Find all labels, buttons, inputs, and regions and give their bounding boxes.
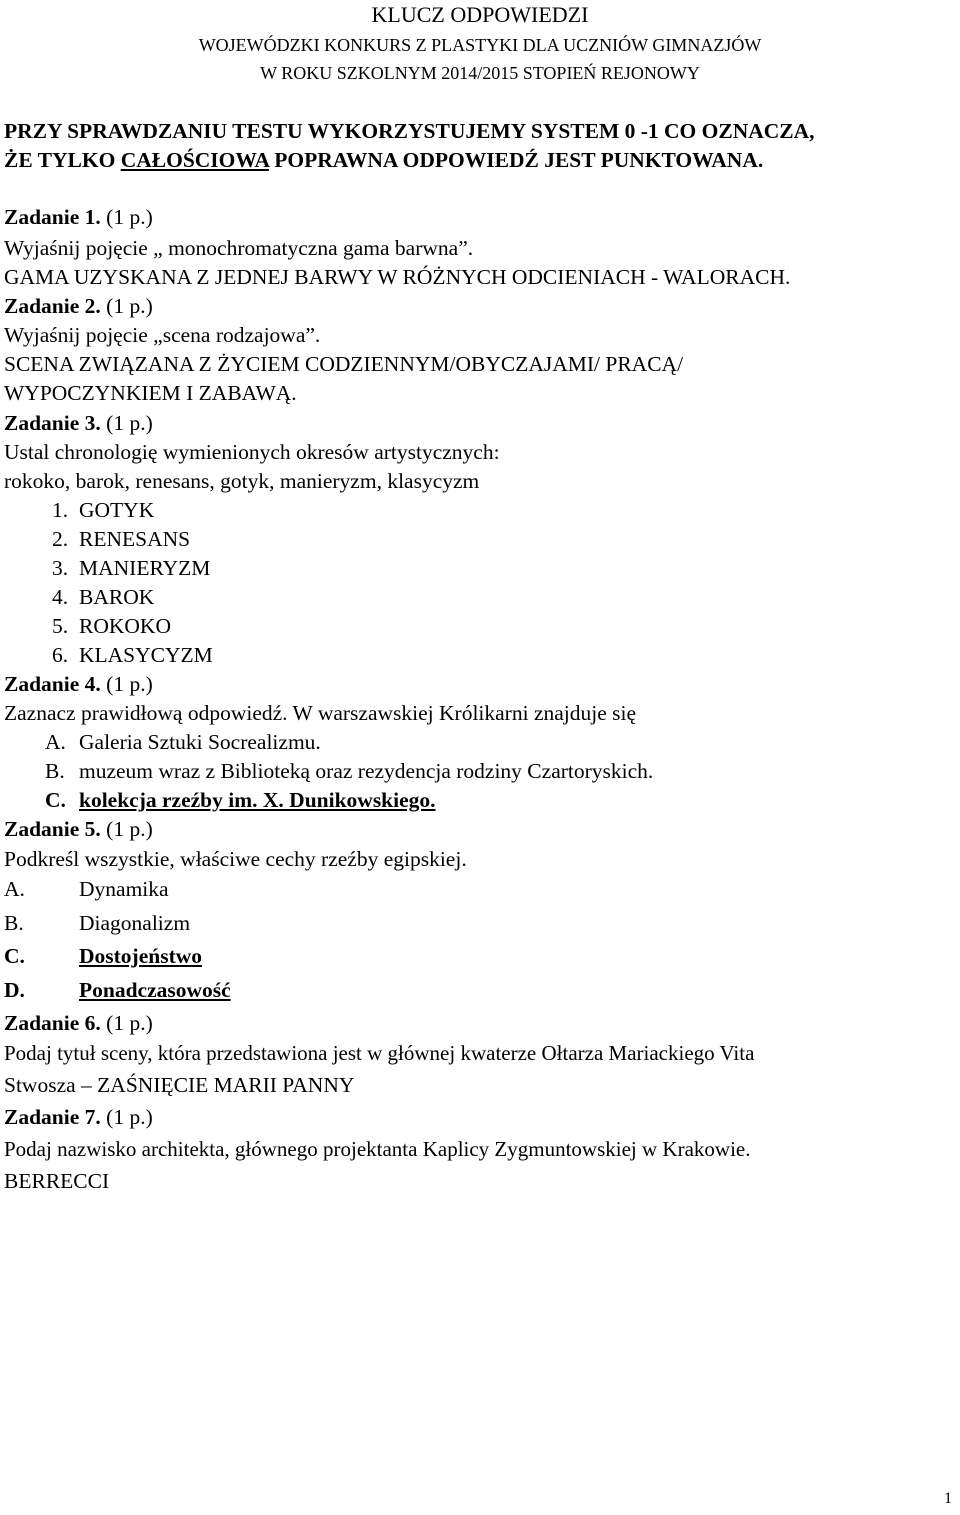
rules-line-2 — [4, 147, 763, 173]
task-4-correct-option — [45, 787, 436, 813]
task-3-item — [52, 584, 154, 610]
item-text: KLASYCYZM — [79, 643, 213, 667]
item-number: 6. — [52, 643, 69, 667]
task-6-points: (1 p.) — [100, 1011, 153, 1035]
option-text: muzeum wraz z Biblioteką oraz rezydencja rodziny Czartoryskich. — [79, 759, 654, 783]
task-3-item — [52, 642, 213, 668]
task-6-question-end: Stwosza – — [4, 1073, 98, 1097]
option-text: Ponadczasowość — [79, 978, 231, 1002]
option-letter: A. — [4, 877, 25, 901]
rules-line-1: PRZY SPRAWDZANIU TESTU WYKORZYSTUJEMY SYSTEM 0 -1 CO OZNACZA, — [4, 119, 815, 143]
task-2-heading — [4, 293, 153, 319]
task-4-question: Zaznacz prawidłową odpowiedź. W warszawskiej Królikarni znajduje się — [4, 701, 637, 725]
task-4-heading — [4, 671, 153, 697]
task-6-answer-line — [4, 1072, 354, 1098]
item-number: 5. — [52, 614, 69, 638]
task-7-points: (1 p.) — [100, 1105, 153, 1129]
option-letter: B. — [45, 759, 65, 783]
task-1-answer: GAMA UZYSKANA Z JEDNEJ BARWY W RÓŻNYCH ODCIENIACH - WALORACH. — [4, 265, 791, 289]
task-6-label: Zadanie 6. — [4, 1011, 101, 1035]
task-5-option — [4, 910, 190, 936]
task-3-question-1: Ustal chronologię wymienionych okresów artystycznych: — [4, 440, 500, 464]
task-3-item — [52, 497, 154, 523]
task-6-answer: ZAŚNIĘCIE MARII PANNY — [97, 1073, 355, 1097]
task-2-label: Zadanie 2. — [4, 294, 101, 318]
option-text: Diagonalizm — [79, 911, 191, 935]
task-2-question: Wyjaśnij pojęcie „scena rodzajowa”. — [4, 323, 321, 347]
option-letter: B. — [4, 911, 24, 935]
page-number: 1 — [944, 1490, 952, 1507]
doc-subtitle-2: W ROKU SZKOLNYM 2014/2015 STOPIEŃ REJONOWY — [260, 63, 700, 83]
task-3-item — [52, 526, 190, 552]
task-2-points: (1 p.) — [100, 294, 153, 318]
task-4-option — [45, 758, 653, 784]
task-3-points: (1 p.) — [100, 411, 153, 435]
task-2-answer-line-2: WYPOCZYNKIEM I ZABAWĄ. — [4, 381, 297, 405]
option-text: Dynamika — [79, 877, 169, 901]
task-5-question: Podkreśl wszystkie, właściwe cechy rzeźby egipskiej. — [4, 847, 467, 871]
rules-line-2-post: POPRAWNA ODPOWIEDŹ JEST PUNKTOWANA. — [268, 148, 764, 172]
task-1-heading — [4, 204, 153, 230]
task-3-item — [52, 613, 171, 639]
option-text: Galeria Sztuki Socrealizmu. — [79, 730, 321, 754]
item-number: 2. — [52, 527, 69, 551]
option-text: kolekcja rzeźby im. X. Dunikowskiego. — [79, 788, 436, 812]
task-6-heading — [4, 1010, 153, 1036]
option-letter: C. — [45, 788, 66, 812]
task-4-option — [45, 729, 321, 755]
task-1-label: Zadanie 1. — [4, 205, 101, 229]
item-number: 1. — [52, 498, 69, 522]
doc-subtitle: WOJEWÓDZKI KONKURS Z PLASTYKI DLA UCZNIÓW GIMNAZJÓW — [198, 35, 762, 55]
task-4-points: (1 p.) — [100, 672, 153, 696]
option-letter: D. — [4, 978, 25, 1002]
task-1-question: Wyjaśnij pojęcie „ monochromatyczna gama barwna”. — [4, 236, 474, 260]
rules-line-2-pre: ŻE TYLKO — [4, 148, 121, 172]
title-text: KLUCZ ODPOWIEDZI — [371, 2, 589, 27]
task-6-question: Podaj tytuł sceny, która przedstawiona jest w głównej kwaterze Ołtarza Mariackiego Vita — [4, 1041, 755, 1065]
task-3-label: Zadanie 3. — [4, 411, 101, 435]
task-5-heading — [4, 816, 153, 842]
task-7-label: Zadanie 7. — [4, 1105, 101, 1129]
option-letter: C. — [4, 944, 25, 968]
option-letter: A. — [45, 730, 66, 754]
task-3-item — [52, 555, 210, 581]
task-3-question-2: rokoko, barok, renesans, gotyk, manieryzm, klasycyzm — [4, 469, 480, 493]
rules-underlined-word: CAŁOŚCIOWA — [120, 148, 269, 172]
item-text: GOTYK — [79, 498, 155, 522]
item-text: MANIERYZM — [79, 556, 211, 580]
task-2-answer-line-1: SCENA ZWIĄZANA Z ŻYCIEM CODZIENNYM/OBYCZAJAMI/ PRACĄ/ — [4, 352, 684, 376]
task-5-option — [4, 876, 169, 902]
task-5-correct-option — [4, 977, 231, 1003]
item-text: BAROK — [79, 585, 155, 609]
task-5-points: (1 p.) — [100, 817, 153, 841]
task-7-heading — [4, 1104, 153, 1130]
task-5-correct-option — [4, 943, 202, 969]
task-5-label: Zadanie 5. — [4, 817, 101, 841]
item-text: RENESANS — [79, 527, 191, 551]
item-text: ROKOKO — [79, 614, 171, 638]
task-4-label: Zadanie 4. — [4, 672, 101, 696]
item-number: 3. — [52, 556, 69, 580]
task-3-heading — [4, 410, 153, 436]
task-7-answer: BERRECCI — [4, 1169, 110, 1193]
task-1-points: (1 p.) — [100, 205, 153, 229]
item-number: 4. — [52, 585, 69, 609]
doc-title — [0, 2, 960, 28]
option-text: Dostojeństwo — [79, 944, 203, 968]
task-7-question: Podaj nazwisko architekta, głównego projektanta Kaplicy Zygmuntowskiej w Krakowie. — [4, 1137, 751, 1161]
